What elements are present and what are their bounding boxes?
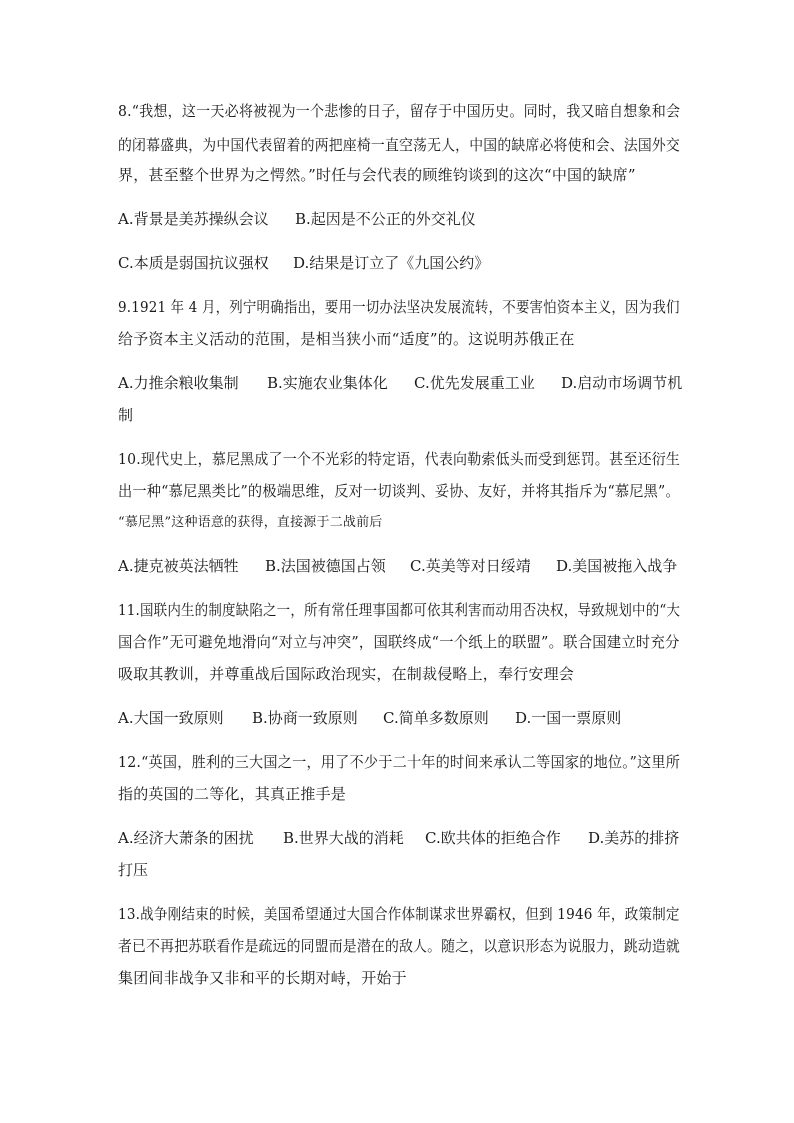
question-11-line-3: 吸取其教训，并尊重战后国际政治现实，在制裁侵略上，奉行安理会 <box>118 665 575 683</box>
question-11-line-2: 国合作”无可避免地滑向“对立与冲突”，国联终成“一个纸上的联盟”。联合国建立时充分 <box>118 633 680 651</box>
question-9-option-b: B.实施农业集体化 <box>267 374 388 392</box>
question-9-option-d-wrap: 制 <box>118 406 134 424</box>
question-12-option-d-wrap: 打压 <box>118 861 149 879</box>
question-10-option-b: B.法国被德国占领 <box>265 557 386 575</box>
question-12-option-c: C.欧共体的拒绝合作 <box>425 829 561 847</box>
question-9-option-c: C.优先发展重工业 <box>414 374 535 392</box>
question-8-option-b: B.起因是不公正的外交礼仪 <box>295 210 476 228</box>
question-10-option-a: A.捷克被英法牺牲 <box>118 557 239 575</box>
question-11-option-c: C.简单多数原则 <box>383 709 489 727</box>
question-9-line-1: 9.1921 年 4 月，列宁明确指出，要用一切办法坚决发展流转，不要害怕资本主义，因为我们 <box>118 298 680 316</box>
question-12-option-a: A.经济大萧条的困扰 <box>118 829 254 847</box>
question-13-line-2: 者已不再把苏联看作是疏远的同盟而是潜在的敌人。随之，以意识形态为说服力，跳动造就 <box>118 937 680 955</box>
question-11-option-d: D.一国一票原则 <box>515 709 622 727</box>
question-8-option-c: C.本质是弱国抗议强权 <box>118 254 269 272</box>
question-12-option-d: D.美苏的排挤 <box>588 829 680 847</box>
question-8-line-3: 界，甚至整个世界为之愕然。”时任与会代表的顾维钧谈到的这次“中国的缺席” <box>118 166 636 184</box>
question-8-line-1: 8.“我想，这一天必将被视为一个悲惨的日子，留存于中国历史。同时，我又暗自想象和会 <box>118 102 681 120</box>
question-10-option-d: D.美国被拖入战争 <box>556 557 678 575</box>
question-8-option-d: D.结果是订立了《九国公约》 <box>293 254 490 272</box>
question-11-line-1: 11.国联内生的制度缺陷之一，所有常任理事国都可依其利害而动用否决权，导致规划中的“大 <box>118 601 681 619</box>
question-9-option-d: D.启动市场调节机 <box>561 374 683 392</box>
question-12-option-b: B.世界大战的消耗 <box>283 829 404 847</box>
question-10-line-3: “慕尼黑”这种语意的获得，直接源于二战前后 <box>118 515 383 530</box>
question-9-option-a: A.力推余粮收集制 <box>118 374 239 392</box>
question-13-line-1: 13.战争刚结束的时候，美国希望通过大国合作体制谋求世界霸权，但到 1946 年，政策制定 <box>118 905 680 923</box>
question-12-line-1: 12.“英国，胜利的三大国之一，用了不少于二十年的时间来承认二等国家的地位。”这里所 <box>118 753 681 771</box>
question-11-option-a: A.大国一致原则 <box>118 709 224 727</box>
question-8-option-a: A.背景是美苏操纵会议 <box>118 210 269 228</box>
question-10-option-c: C.英美等对日绥靖 <box>410 557 531 575</box>
question-10-line-2: 出一种“慕尼黑类比”的极端思维，反对一切谈判、妥协、友好，并将其指斥为“慕尼黑”。 <box>118 482 680 500</box>
question-9-line-2: 给予资本主义活动的范围，是相当狭小而“适度”的。这说明苏俄正在 <box>118 330 575 348</box>
question-10-line-1: 10.现代史上，慕尼黑成了一个不光彩的特定语，代表向勒索低头而受到惩罚。甚至还衍生 <box>118 450 681 468</box>
question-13-line-3: 集团间非战争又非和平的长期对峙，开始于 <box>118 969 407 987</box>
question-12-line-2: 指的英国的二等化，其真正推手是 <box>118 785 347 803</box>
question-8-line-2: 的闭幕盛典，为中国代表留着的两把座椅一直空荡无人，中国的缺席必将使和会、法国外交 <box>118 136 680 154</box>
question-11-option-b: B.协商一致原则 <box>252 709 358 727</box>
